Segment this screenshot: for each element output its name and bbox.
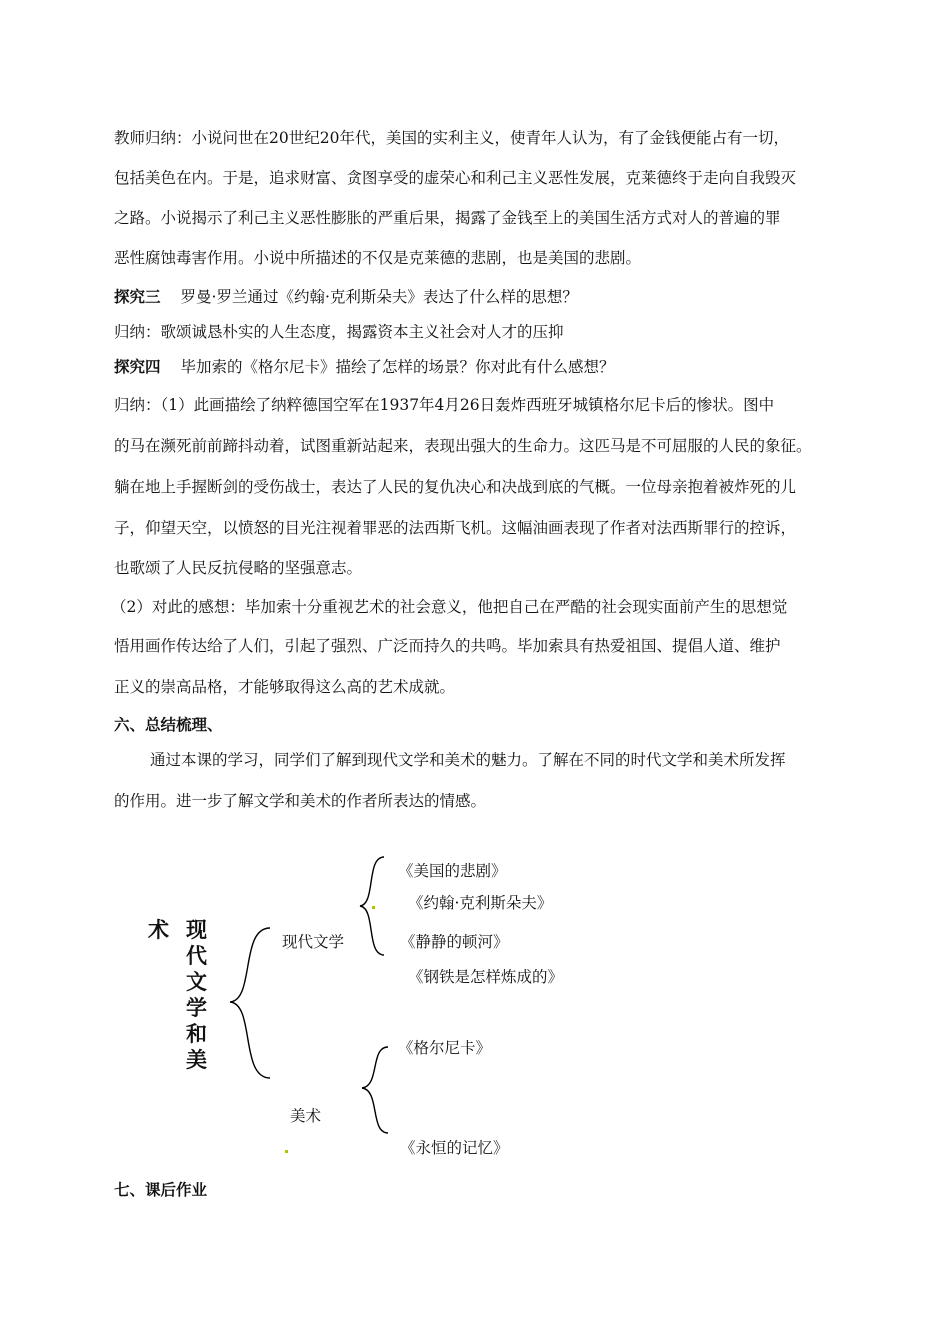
literature-item-3: 《静静的顿河》 [400, 933, 509, 951]
section6-line-2: 的作用。进一步了解文学和美术的作者所表达的情感。 [114, 792, 487, 810]
diagram-vertical-char-1: 现 [186, 918, 207, 942]
literature-label: 现代文学 [282, 933, 345, 951]
main-bracket [230, 928, 270, 1078]
diagram-vertical-char-6: 美 [186, 1048, 207, 1072]
art-item-2: 《永恒的记忆》 [400, 1139, 509, 1157]
para1-line-4: 恶性腐蚀毒害作用。小说中所描述的不仅是克莱德的悲剧，也是美国的悲剧。 [114, 249, 642, 267]
art-bracket [362, 1047, 388, 1133]
literature-item-2: 《约翰·克利斯朵夫》 [408, 894, 553, 912]
section7-heading: 七、课后作业 [114, 1181, 208, 1199]
explore4-line-1: 归纳：（1）此画描绘了纳粹德国空军在1937年4月26日轰炸西班牙城镇格尔尼卡后的惨状。图中 [114, 396, 775, 414]
explore4-question: 毕加索的《格尔尼卡》描绘了怎样的场景？你对此有什么感想？ [180, 358, 615, 376]
para1-line-2: 包括美色在内。于是，追求财富、贪图享受的虚荣心和利己主义恶性发展，克莱德终于走向自我毁灭 [114, 169, 797, 187]
explore3-summary: 归纳：歌颂诚恳朴实的人生态度，揭露资本主义社会对人才的压抑 [114, 323, 564, 341]
explore3-label: 探究三 [114, 288, 161, 306]
explore4-line-3: 躺在地上手握断剑的受伤战士，表达了人民的复仇决心和决战到底的气概。一位母亲抱着被炸死的儿 [114, 478, 797, 496]
para1-line-1: 教师归纳：小说问世在20世纪20年代，美国的实利主义，使青年人认为，有了金钱便能占有一切， [114, 129, 789, 147]
section6-heading: 六、总结梳理、 [114, 716, 223, 734]
explore4-line-4: 子，仰望天空，以愤怒的目光注视着罪恶的法西斯飞机。这幅油画表现了作者对法西斯罪行的控诉， [114, 519, 797, 537]
explore4-line-7: 悟用画作传达给了人们，引起了强烈、广泛而持久的共鸣。毕加索具有热爱祖国、提倡人道、维护 [114, 637, 781, 655]
diagram-vertical-char-2: 代 [186, 944, 207, 968]
mark-dot [285, 1150, 288, 1153]
diagram-vertical-char-4: 学 [186, 996, 207, 1020]
explore4-line-2: 的马在濒死前前蹄抖动着，试图重新站起来，表现出强大的生命力。这匹马是不可屈服的人民的象征。 [114, 437, 812, 455]
explore4-line-5: 也歌颂了人民反抗侵略的坚强意志。 [114, 559, 363, 577]
para1-line-3: 之路。小说揭示了利己主义恶性膨胀的严重后果，揭露了金钱至上的美国生活方式对人的普遍的罪 [114, 209, 781, 227]
literature-item-4: 《钢铁是怎样炼成的》 [408, 968, 564, 986]
explore4-label: 探究四 [114, 358, 161, 376]
mark-dot [372, 906, 375, 909]
diagram-vertical-char-5: 和 [186, 1022, 207, 1046]
diagram-vertical-char-3: 文 [186, 970, 207, 994]
literature-item-1: 《美国的悲剧》 [398, 862, 507, 880]
art-label: 美术 [290, 1107, 322, 1125]
section6-line-1: 通过本课的学习，同学们了解到现代文学和美术的魅力。了解在不同的时代文学和美术所发挥 [150, 751, 786, 769]
art-item-1: 《格尔尼卡》 [398, 1039, 492, 1057]
explore4-line-6: （2）对此的感想：毕加索十分重视艺术的社会意义，他把自己在严酷的社会现实面前产生的思想觉 [111, 598, 788, 616]
diagram-shu-char: 术 [148, 918, 169, 942]
explore3-question: 罗曼·罗兰通过《约翰·克利斯朵夫》表达了什么样的思想？ [180, 288, 578, 306]
explore4-line-8: 正义的崇高品格，才能够取得这么高的艺术成就。 [114, 678, 456, 696]
